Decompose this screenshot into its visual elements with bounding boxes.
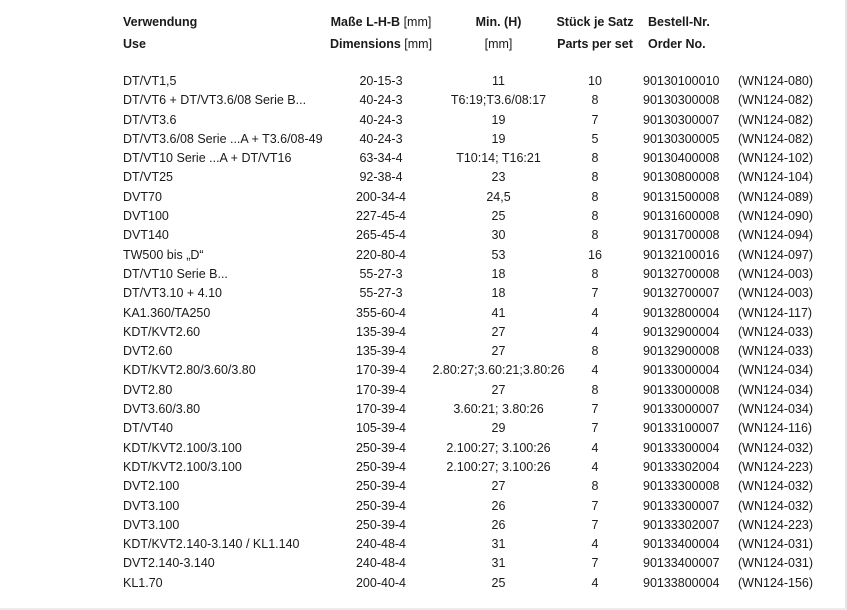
cell-min-height: 41	[491, 305, 506, 320]
cell-order-number: 90132800004	[643, 305, 720, 320]
table-header-english	[0, 35, 847, 53]
cell-wn-reference: (WN124-003)	[738, 286, 814, 301]
cell-min-height: 29	[491, 421, 506, 436]
table-row	[0, 168, 847, 187]
cell-order-number: 90133000004	[643, 363, 720, 378]
cell-dimensions: 250-39-4	[355, 440, 407, 455]
cell-use: DVT3.100	[123, 517, 180, 532]
cell-wn-reference: (WN124-082)	[738, 112, 814, 127]
cell-wn-reference: (WN124-080)	[738, 74, 814, 88]
cell-order-number: 90132700007	[643, 286, 720, 301]
cell-order-number: 90133400007	[643, 556, 720, 571]
cell-parts-per-set: 8	[591, 151, 599, 166]
cell-parts-per-set: 4	[591, 324, 599, 339]
cell-min-height: T10:14; T16:21	[456, 151, 541, 166]
cell-order-number: 90130100010	[643, 74, 720, 88]
cell-dimensions: 135-39-4	[355, 344, 407, 359]
cell-parts-per-set: 4	[591, 459, 599, 474]
cell-order-number: 90130400008	[643, 151, 720, 166]
cell-wn-reference: (WN124-003)	[738, 266, 814, 281]
table-row	[0, 400, 847, 419]
cell-parts-per-set: 4	[591, 537, 599, 552]
cell-wn-reference: (WN124-032)	[738, 498, 814, 513]
cell-use: KDT/KVT2.100/3.100	[123, 440, 242, 455]
cell-order-number: 90130800008	[643, 170, 720, 185]
header-use-de: Verwendung	[123, 15, 198, 29]
cell-min-height: 2.100:27; 3.100:26	[446, 440, 551, 455]
cell-order-number: 90130300005	[643, 131, 720, 146]
table-row	[0, 439, 847, 458]
cell-dimensions: 40-24-3	[359, 112, 403, 127]
cell-use: DVT3.60/3.80	[123, 402, 201, 417]
table-header-german	[0, 13, 847, 31]
cell-use: KA1.360/TA250	[123, 305, 211, 320]
cell-wn-reference: (WN124-223)	[738, 459, 814, 474]
cell-use: KL1.70	[123, 575, 163, 590]
cell-dimensions: 170-39-4	[355, 382, 407, 397]
cell-parts-per-set: 8	[591, 189, 599, 204]
cell-order-number: 90131600008	[643, 209, 720, 224]
cell-use: DVT2.100	[123, 479, 180, 494]
table-row	[0, 323, 847, 342]
cell-order-number: 90133302004	[643, 459, 720, 474]
cell-dimensions: 355-60-4	[355, 305, 407, 320]
cell-wn-reference: (WN124-090)	[738, 209, 814, 224]
cell-parts-per-set: 7	[591, 421, 599, 436]
cell-dimensions: 227-45-4	[355, 209, 407, 224]
cell-dimensions: 240-48-4	[355, 556, 407, 571]
header-order-de: Bestell-Nr.	[648, 15, 710, 29]
cell-order-number: 90133300007	[643, 498, 720, 513]
cell-wn-reference: (WN124-031)	[738, 556, 814, 571]
cell-dimensions: 105-39-4	[355, 421, 407, 436]
cell-wn-reference: (WN124-082)	[738, 93, 814, 108]
cell-use: DT/VT10 Serie ...A + DT/VT16	[123, 151, 292, 166]
cell-parts-per-set: 8	[591, 170, 599, 185]
cell-min-height: 11	[492, 74, 505, 88]
cell-parts-per-set: 8	[591, 209, 599, 224]
cell-min-height: 27	[491, 382, 506, 397]
cell-min-height: 53	[491, 247, 506, 262]
table-row	[0, 574, 847, 593]
cell-use: DVT100	[123, 209, 169, 224]
cell-order-number: 90133300008	[643, 479, 720, 494]
cell-dimensions: 250-39-4	[355, 498, 407, 513]
cell-dimensions: 265-45-4	[355, 228, 407, 243]
cell-dimensions: 135-39-4	[355, 324, 407, 339]
table-row	[0, 304, 847, 323]
cell-min-height: 27	[491, 324, 506, 339]
cell-dimensions: 250-39-4	[355, 459, 407, 474]
cell-wn-reference: (WN124-082)	[738, 131, 814, 146]
cell-dimensions: 220-80-4	[355, 247, 407, 262]
header-dimensions-en	[320, 35, 442, 53]
cell-min-height: 18	[491, 286, 506, 301]
cell-min-height: 30	[491, 228, 506, 243]
cell-min-height: 25	[491, 575, 506, 590]
cell-order-number: 90132100016	[643, 247, 720, 262]
table-row	[0, 246, 847, 265]
cell-use: DVT70	[123, 189, 162, 204]
cell-use: DVT2.80	[123, 382, 173, 397]
cell-dimensions: 250-39-4	[355, 479, 407, 494]
header-min-en: [mm]	[484, 37, 513, 51]
cell-use: DVT2.60	[123, 344, 173, 359]
cell-use: DT/VT1,5	[123, 74, 177, 88]
cell-wn-reference: (WN124-034)	[738, 402, 814, 417]
cell-min-height: 27	[491, 344, 506, 359]
cell-parts-per-set: 7	[591, 112, 599, 127]
table-row	[0, 554, 847, 573]
cell-dimensions: 250-39-4	[355, 517, 407, 532]
cell-use: KDT/KVT2.140-3.140 / KL1.140	[123, 537, 300, 552]
cell-min-height: 24,5	[486, 189, 511, 204]
cell-order-number: 90133400004	[643, 537, 720, 552]
cell-min-height: 31	[491, 537, 506, 552]
cell-use: TW500 bis „D“	[123, 247, 204, 262]
cell-dimensions: 63-34-4	[359, 151, 403, 166]
parts-table-body	[0, 72, 847, 593]
cell-min-height: 26	[491, 498, 506, 513]
table-row	[0, 477, 847, 496]
table-row	[0, 361, 847, 380]
cell-order-number: 90133000008	[643, 382, 720, 397]
cell-min-height: 26	[491, 517, 506, 532]
cell-order-number: 90133300004	[643, 440, 720, 455]
table-row	[0, 419, 847, 438]
cell-parts-per-set: 8	[591, 479, 599, 494]
cell-parts-per-set: 7	[591, 286, 599, 301]
cell-use: DVT2.140-3.140	[123, 556, 215, 571]
cell-wn-reference: (WN124-097)	[738, 247, 814, 262]
cell-parts-per-set: 4	[591, 575, 599, 590]
cell-use: DT/VT3.6/08 Serie ...A + T3.6/08-49	[123, 131, 323, 146]
cell-wn-reference: (WN124-156)	[738, 575, 814, 590]
cell-wn-reference: (WN124-104)	[738, 170, 814, 185]
header-pcs-en: Parts per set	[557, 37, 633, 51]
cell-parts-per-set: 5	[591, 131, 599, 146]
table-row	[0, 458, 847, 477]
cell-use: DT/VT40	[123, 421, 174, 436]
table-row	[0, 149, 847, 168]
cell-use: DT/VT6 + DT/VT3.6/08 Serie B...	[123, 93, 307, 108]
cell-order-number: 90131500008	[643, 189, 720, 204]
cell-order-number: 90133800004	[643, 575, 720, 590]
cell-order-number: 90131700008	[643, 228, 720, 243]
cell-parts-per-set: 7	[591, 556, 599, 571]
table-row	[0, 91, 847, 110]
cell-dimensions: 40-24-3	[359, 93, 403, 108]
cell-wn-reference: (WN124-034)	[738, 382, 814, 397]
cell-dimensions: 170-39-4	[355, 363, 407, 378]
cell-wn-reference: (WN124-223)	[738, 517, 814, 532]
cell-parts-per-set: 8	[591, 228, 599, 243]
header-use-en: Use	[123, 37, 146, 51]
table-row	[0, 188, 847, 207]
cell-use: KDT/KVT2.60	[123, 324, 201, 339]
cell-wn-reference: (WN124-117)	[738, 305, 813, 320]
cell-wn-reference: (WN124-032)	[738, 479, 814, 494]
cell-order-number: 90132900004	[643, 324, 720, 339]
cell-dimensions: 40-24-3	[359, 131, 403, 146]
table-row	[0, 226, 847, 245]
cell-wn-reference: (WN124-089)	[738, 189, 814, 204]
cell-min-height: 18	[491, 266, 506, 281]
cell-parts-per-set: 7	[591, 517, 599, 532]
table-row	[0, 516, 847, 535]
header-dimensions-de-label: Maße L-H-B	[330, 15, 401, 29]
header-pcs-de: Stück je Satz	[556, 15, 634, 29]
cell-use: DT/VT10 Serie B...	[123, 266, 228, 281]
header-dimensions-en-unit: [mm]	[404, 37, 433, 51]
cell-parts-per-set: 4	[591, 440, 599, 455]
cell-min-height: 2.80:27;3.60:21;3.80:26	[432, 363, 565, 378]
cell-min-height: 31	[491, 556, 506, 571]
header-dimensions-de-unit: [mm]	[403, 15, 432, 29]
cell-dimensions: 55-27-3	[359, 286, 403, 301]
table-row	[0, 381, 847, 400]
cell-parts-per-set: 4	[591, 305, 599, 320]
cell-min-height: 25	[491, 209, 506, 224]
cell-parts-per-set: 8	[591, 93, 599, 108]
cell-parts-per-set: 8	[591, 266, 599, 281]
cell-use: KDT/KVT2.80/3.60/3.80	[123, 363, 256, 378]
cell-min-height: T6:19;T3.6/08:17	[450, 93, 547, 108]
cell-min-height: 19	[491, 112, 506, 127]
cell-dimensions: 55-27-3	[359, 266, 403, 281]
header-dimensions-de	[320, 13, 442, 31]
cell-min-height: 19	[491, 131, 506, 146]
cell-use: KDT/KVT2.100/3.100	[123, 459, 242, 474]
table-row	[0, 535, 847, 554]
cell-use: DT/VT3.6	[123, 112, 177, 127]
cell-min-height: 23	[491, 170, 506, 185]
header-dimensions-en-label: Dimensions	[329, 37, 401, 51]
cell-wn-reference: (WN124-033)	[738, 324, 814, 339]
cell-wn-reference: (WN124-102)	[738, 151, 814, 166]
table-row	[0, 284, 847, 303]
cell-use: DT/VT25	[123, 170, 174, 185]
cell-wn-reference: (WN124-031)	[738, 537, 814, 552]
cell-parts-per-set: 7	[591, 402, 599, 417]
cell-parts-per-set: 8	[591, 344, 599, 359]
cell-dimensions: 200-34-4	[355, 189, 407, 204]
cell-dimensions: 92-38-4	[359, 170, 403, 185]
cell-order-number: 90133000007	[643, 402, 720, 417]
header-min-de: Min. (H)	[475, 15, 522, 29]
cell-order-number: 90130300008	[643, 93, 720, 108]
cell-parts-per-set: 10	[588, 74, 602, 88]
cell-order-number: 90130300007	[643, 112, 720, 127]
cell-parts-per-set: 4	[591, 363, 599, 378]
cell-wn-reference: (WN124-032)	[738, 440, 814, 455]
table-row	[0, 207, 847, 226]
table-row	[0, 72, 847, 91]
header-order-en: Order No.	[648, 37, 706, 51]
cell-dimensions: 200-40-4	[355, 575, 407, 590]
cell-use: DVT3.100	[123, 498, 180, 513]
cell-min-height: 27	[491, 479, 506, 494]
cell-order-number: 90132700008	[643, 266, 720, 281]
table-row	[0, 497, 847, 516]
table-row	[0, 130, 847, 149]
cell-min-height: 3.60:21; 3.80:26	[453, 402, 544, 417]
table-row	[0, 265, 847, 284]
cell-parts-per-set: 16	[588, 247, 602, 262]
cell-wn-reference: (WN124-033)	[738, 344, 814, 359]
cell-order-number: 90132900008	[643, 344, 720, 359]
cell-use: DVT140	[123, 228, 169, 243]
cell-order-number: 90133302007	[643, 517, 720, 532]
cell-use: DT/VT3.10 + 4.10	[123, 286, 223, 301]
cell-parts-per-set: 8	[591, 382, 599, 397]
table-row	[0, 342, 847, 361]
cell-dimensions: 170-39-4	[355, 402, 407, 417]
cell-order-number: 90133100007	[643, 421, 720, 436]
cell-parts-per-set: 7	[591, 498, 599, 513]
cell-wn-reference: (WN124-034)	[738, 363, 814, 378]
cell-min-height: 2.100:27; 3.100:26	[446, 459, 551, 474]
cell-wn-reference: (WN124-116)	[738, 421, 813, 436]
cell-dimensions: 20-15-3	[359, 74, 403, 88]
cell-dimensions: 240-48-4	[355, 537, 407, 552]
table-row	[0, 111, 847, 130]
cell-wn-reference: (WN124-094)	[738, 228, 814, 243]
